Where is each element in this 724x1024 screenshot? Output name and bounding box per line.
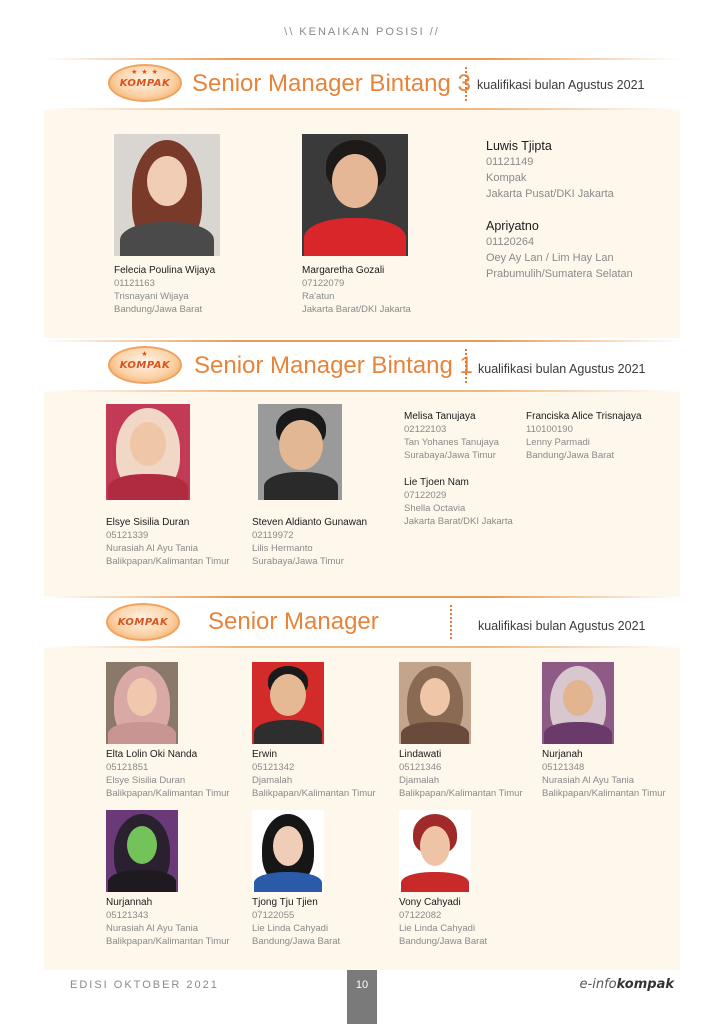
member-location: Jakarta Barat/DKI Jakarta bbox=[302, 304, 411, 315]
member-name: Tjong Tju Tjien bbox=[252, 897, 318, 908]
section-panel-bintang-3 bbox=[44, 110, 680, 338]
member-card bbox=[252, 896, 340, 948]
member-location: Balikpapan/Kalimantan Timur bbox=[106, 788, 230, 799]
member-sponsor: Lenny Parmadi bbox=[526, 437, 590, 448]
member-name: Nurjannah bbox=[106, 897, 153, 908]
kompak-logo bbox=[106, 603, 180, 641]
member-name: Elta Lolin Oki Nanda bbox=[106, 749, 198, 760]
member-id: 07122055 bbox=[252, 910, 295, 921]
kompak-logo bbox=[108, 64, 182, 102]
member-card bbox=[542, 748, 666, 800]
header-divider bbox=[465, 67, 467, 101]
brand-bold: kompak bbox=[616, 977, 674, 992]
member-name: Nurjanah bbox=[542, 749, 583, 760]
member-name: Apriyatno bbox=[486, 219, 539, 233]
member-id: 05121346 bbox=[399, 762, 442, 773]
section-title: Senior Manager bbox=[208, 608, 379, 635]
member-card bbox=[399, 896, 487, 948]
member-sponsor: Nurasiah Al Ayu Tania bbox=[542, 775, 635, 786]
member-card bbox=[106, 516, 230, 568]
member-sponsor: Lie Linda Cahyadi bbox=[399, 923, 476, 934]
member-card bbox=[399, 748, 523, 800]
member-sponsor: Djamalah bbox=[252, 775, 293, 786]
header-top-rule bbox=[44, 596, 680, 598]
member-name: Luwis Tjipta bbox=[486, 139, 552, 153]
member-photo bbox=[252, 662, 324, 744]
member-photo bbox=[252, 810, 324, 892]
member-location: Jakarta Barat/DKI Jakarta bbox=[404, 516, 513, 527]
member-location: Balikpapan/Kalimantan Timur bbox=[252, 788, 376, 799]
member-photo bbox=[302, 134, 408, 256]
member-photo bbox=[542, 662, 614, 744]
section-title: Senior Manager Bintang 1 bbox=[194, 352, 473, 379]
member-photo bbox=[106, 662, 178, 744]
member-location: Bandung/Jawa Barat bbox=[399, 936, 488, 947]
member-card bbox=[486, 218, 633, 282]
member-id: 05121348 bbox=[542, 762, 585, 773]
member-name: Lindawati bbox=[399, 749, 442, 760]
member-card bbox=[106, 896, 230, 948]
member-name: Vony Cahyadi bbox=[399, 897, 461, 908]
member-sponsor: Trisnayani Wijaya bbox=[114, 291, 189, 302]
member-id: 07122079 bbox=[302, 278, 345, 289]
member-card bbox=[252, 516, 367, 568]
member-location: Bandung/Jawa Barat bbox=[114, 304, 203, 315]
brand-prefix: e-info bbox=[579, 977, 617, 992]
section-panel-senior-manager bbox=[44, 648, 680, 970]
member-id: 07122029 bbox=[404, 490, 447, 501]
member-photo bbox=[114, 134, 220, 256]
logo-text: KOMPAK bbox=[119, 77, 171, 89]
member-name: Erwin bbox=[252, 749, 278, 760]
section-header-bintang-1 bbox=[44, 340, 680, 392]
member-photo bbox=[258, 404, 342, 500]
section-panel-bintang-1 bbox=[44, 392, 680, 596]
member-location: Balikpapan/Kalimantan Timur bbox=[106, 936, 230, 947]
qualification-label: kualifikasi bulan Agustus 2021 bbox=[477, 78, 645, 92]
member-card bbox=[114, 264, 215, 316]
member-sponsor: Lie Linda Cahyadi bbox=[252, 923, 329, 934]
member-location: Balikpapan/Kalimantan Timur bbox=[542, 788, 666, 799]
member-card bbox=[252, 748, 376, 800]
member-id: 05121342 bbox=[252, 762, 295, 773]
member-photo bbox=[106, 404, 190, 500]
member-sponsor: Tan Yohanes Tanujaya bbox=[404, 437, 499, 448]
member-sponsor: Lilis Hermanto bbox=[252, 543, 313, 554]
section-title: Senior Manager Bintang 3 bbox=[192, 70, 471, 97]
member-name: Steven Aldianto Gunawan bbox=[252, 517, 368, 528]
member-sponsor: Oey Ay Lan / Lim Hay Lan bbox=[486, 252, 614, 264]
member-id: 05121851 bbox=[106, 762, 149, 773]
edition-label: EDISI OKTOBER 2021 bbox=[70, 979, 219, 991]
member-id: 05121339 bbox=[106, 530, 149, 541]
page-kicker: \\ KENAIKAN POSISI // bbox=[284, 26, 440, 38]
member-card bbox=[526, 410, 642, 462]
section-header-senior-manager bbox=[44, 596, 680, 648]
member-id: 01120264 bbox=[486, 236, 535, 248]
logo-stars: ★ ★ ★ bbox=[131, 69, 159, 76]
logo-stars: ★ bbox=[141, 351, 149, 358]
qualification-label: kualifikasi bulan Agustus 2021 bbox=[478, 619, 646, 633]
member-id: 07122082 bbox=[399, 910, 442, 921]
member-location: Bandung/Jawa Barat bbox=[252, 936, 341, 947]
member-card bbox=[106, 748, 230, 800]
member-sponsor: Djamalah bbox=[399, 775, 440, 786]
section-header-bintang-3 bbox=[44, 58, 680, 110]
page-number: 10 bbox=[347, 970, 377, 1024]
member-sponsor: Shella Octavia bbox=[404, 503, 466, 514]
header-divider bbox=[465, 349, 467, 383]
member-location: Balikpapan/Kalimantan Timur bbox=[106, 556, 230, 567]
header-top-rule bbox=[44, 58, 680, 60]
header-top-rule bbox=[44, 340, 680, 342]
member-photo bbox=[399, 810, 471, 892]
qualification-label: kualifikasi bulan Agustus 2021 bbox=[478, 362, 646, 376]
member-sponsor: Nurasiah Al Ayu Tania bbox=[106, 923, 199, 934]
member-card bbox=[404, 410, 499, 462]
member-sponsor: Kompak bbox=[486, 172, 527, 184]
member-location: Balikpapan/Kalimantan Timur bbox=[399, 788, 523, 799]
member-id: 110100190 bbox=[526, 424, 573, 435]
member-sponsor: Ra'atun bbox=[302, 291, 335, 302]
member-name: Margaretha Gozali bbox=[302, 265, 385, 276]
member-photo bbox=[106, 810, 178, 892]
member-name: Elsye Sisilia Duran bbox=[106, 517, 190, 528]
header-divider bbox=[450, 605, 452, 639]
kompak-logo bbox=[108, 346, 182, 384]
member-sponsor: Nurasiah Al Ayu Tania bbox=[106, 543, 199, 554]
member-location: Surabaya/Jawa Timur bbox=[252, 556, 344, 567]
member-photo bbox=[399, 662, 471, 744]
member-name: Felecia Poulina Wijaya bbox=[114, 265, 216, 276]
member-sponsor: Elsye Sisilia Duran bbox=[106, 775, 186, 786]
logo-text: KOMPAK bbox=[119, 359, 171, 371]
member-id: 02119972 bbox=[252, 530, 294, 541]
member-name: Franciska Alice Trisnajaya bbox=[526, 411, 642, 422]
brand-logo bbox=[580, 977, 674, 992]
member-name: Lie Tjoen Nam bbox=[404, 477, 469, 488]
member-id: 01121163 bbox=[114, 278, 155, 289]
member-location: Prabumulih/Sumatera Selatan bbox=[486, 268, 633, 280]
member-card bbox=[302, 264, 411, 316]
member-card bbox=[404, 476, 513, 528]
member-id: 02122103 bbox=[404, 424, 447, 435]
member-location: Surabaya/Jawa Timur bbox=[404, 450, 496, 461]
member-card bbox=[486, 138, 614, 202]
member-id: 01121149 bbox=[486, 156, 534, 168]
member-location: Jakarta Pusat/DKI Jakarta bbox=[486, 188, 614, 200]
logo-text: KOMPAK bbox=[117, 616, 169, 628]
member-name: Melisa Tanujaya bbox=[404, 411, 476, 422]
member-location: Bandung/Jawa Barat bbox=[526, 450, 615, 461]
member-id: 05121343 bbox=[106, 910, 149, 921]
